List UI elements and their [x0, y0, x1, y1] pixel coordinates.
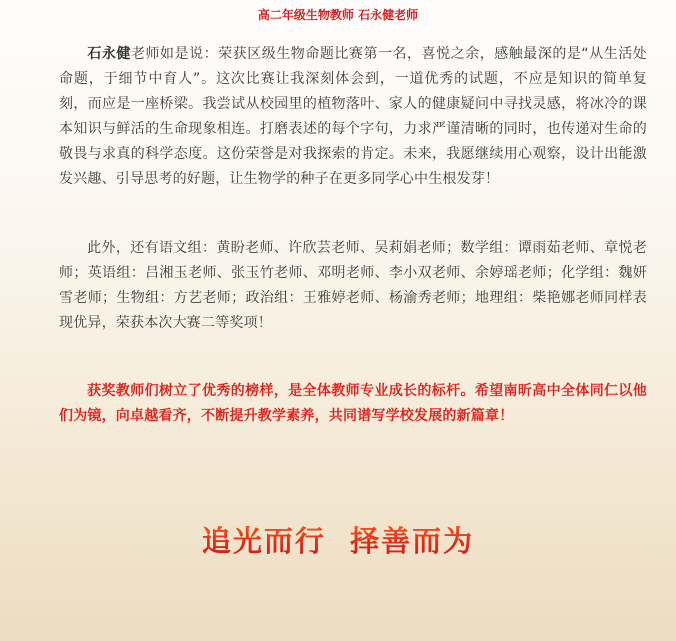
- other-winners-text: 此外，还有语文组：黄盼老师、许欣芸老师、吴莉娟老师；数学组：谭雨茹老师、章悦老师；英语组：吕湘玉老师、张玉竹老师、邓明老师、李小双老师、余婷瑶老师；化学组：魏妍雪老师；生物组：方艺老师；政治组：王雅婷老师、杨渝秀老师；地理组：柴艳娜老师同样表现优异，荣获本次大赛二等奖项！: [59, 240, 647, 331]
- other-winners-paragraph: [59, 236, 647, 336]
- teacher-quote-paragraph: [59, 42, 647, 192]
- photo-caption: 高二年级生物教师 石永健老师: [257, 8, 419, 22]
- slogan: 追光而行 择善而为: [0, 521, 676, 561]
- conclusion-text: 获奖教师们树立了优秀的榜样，是全体教师专业成长的标杆。希望南昕高中全体同仁以他们为镜，向卓越看齐，不断提升教学素养，共同谱写学校发展的新篇章！: [59, 383, 647, 424]
- conclusion-paragraph: [59, 379, 647, 429]
- teacher-quote-text: 老师如是说：荣获区级生物命题比赛第一名，喜悦之余，感触最深的是“从生活处命题，于细节中育人”。这次比赛让我深刻体会到，一道优秀的试题，不应是知识的简单复刻，而应是一座桥梁。我尝试从校园里的植物落叶、家人的健康疑问中寻找灵感，将冰冷的课本知识与鲜活的生命现象相连。打磨表述的每个字句，力求严谨清晰的同时，也传递对生命的敬畏与求真的科学态度。这份荣誉是对我探索的肯定。未来，我愿继续用心观察，设计出能激发兴趣、引导思考的好题，让生物学的种子在更多同学心中生根发芽！: [59, 46, 647, 187]
- teacher-name: 石永健: [87, 46, 131, 62]
